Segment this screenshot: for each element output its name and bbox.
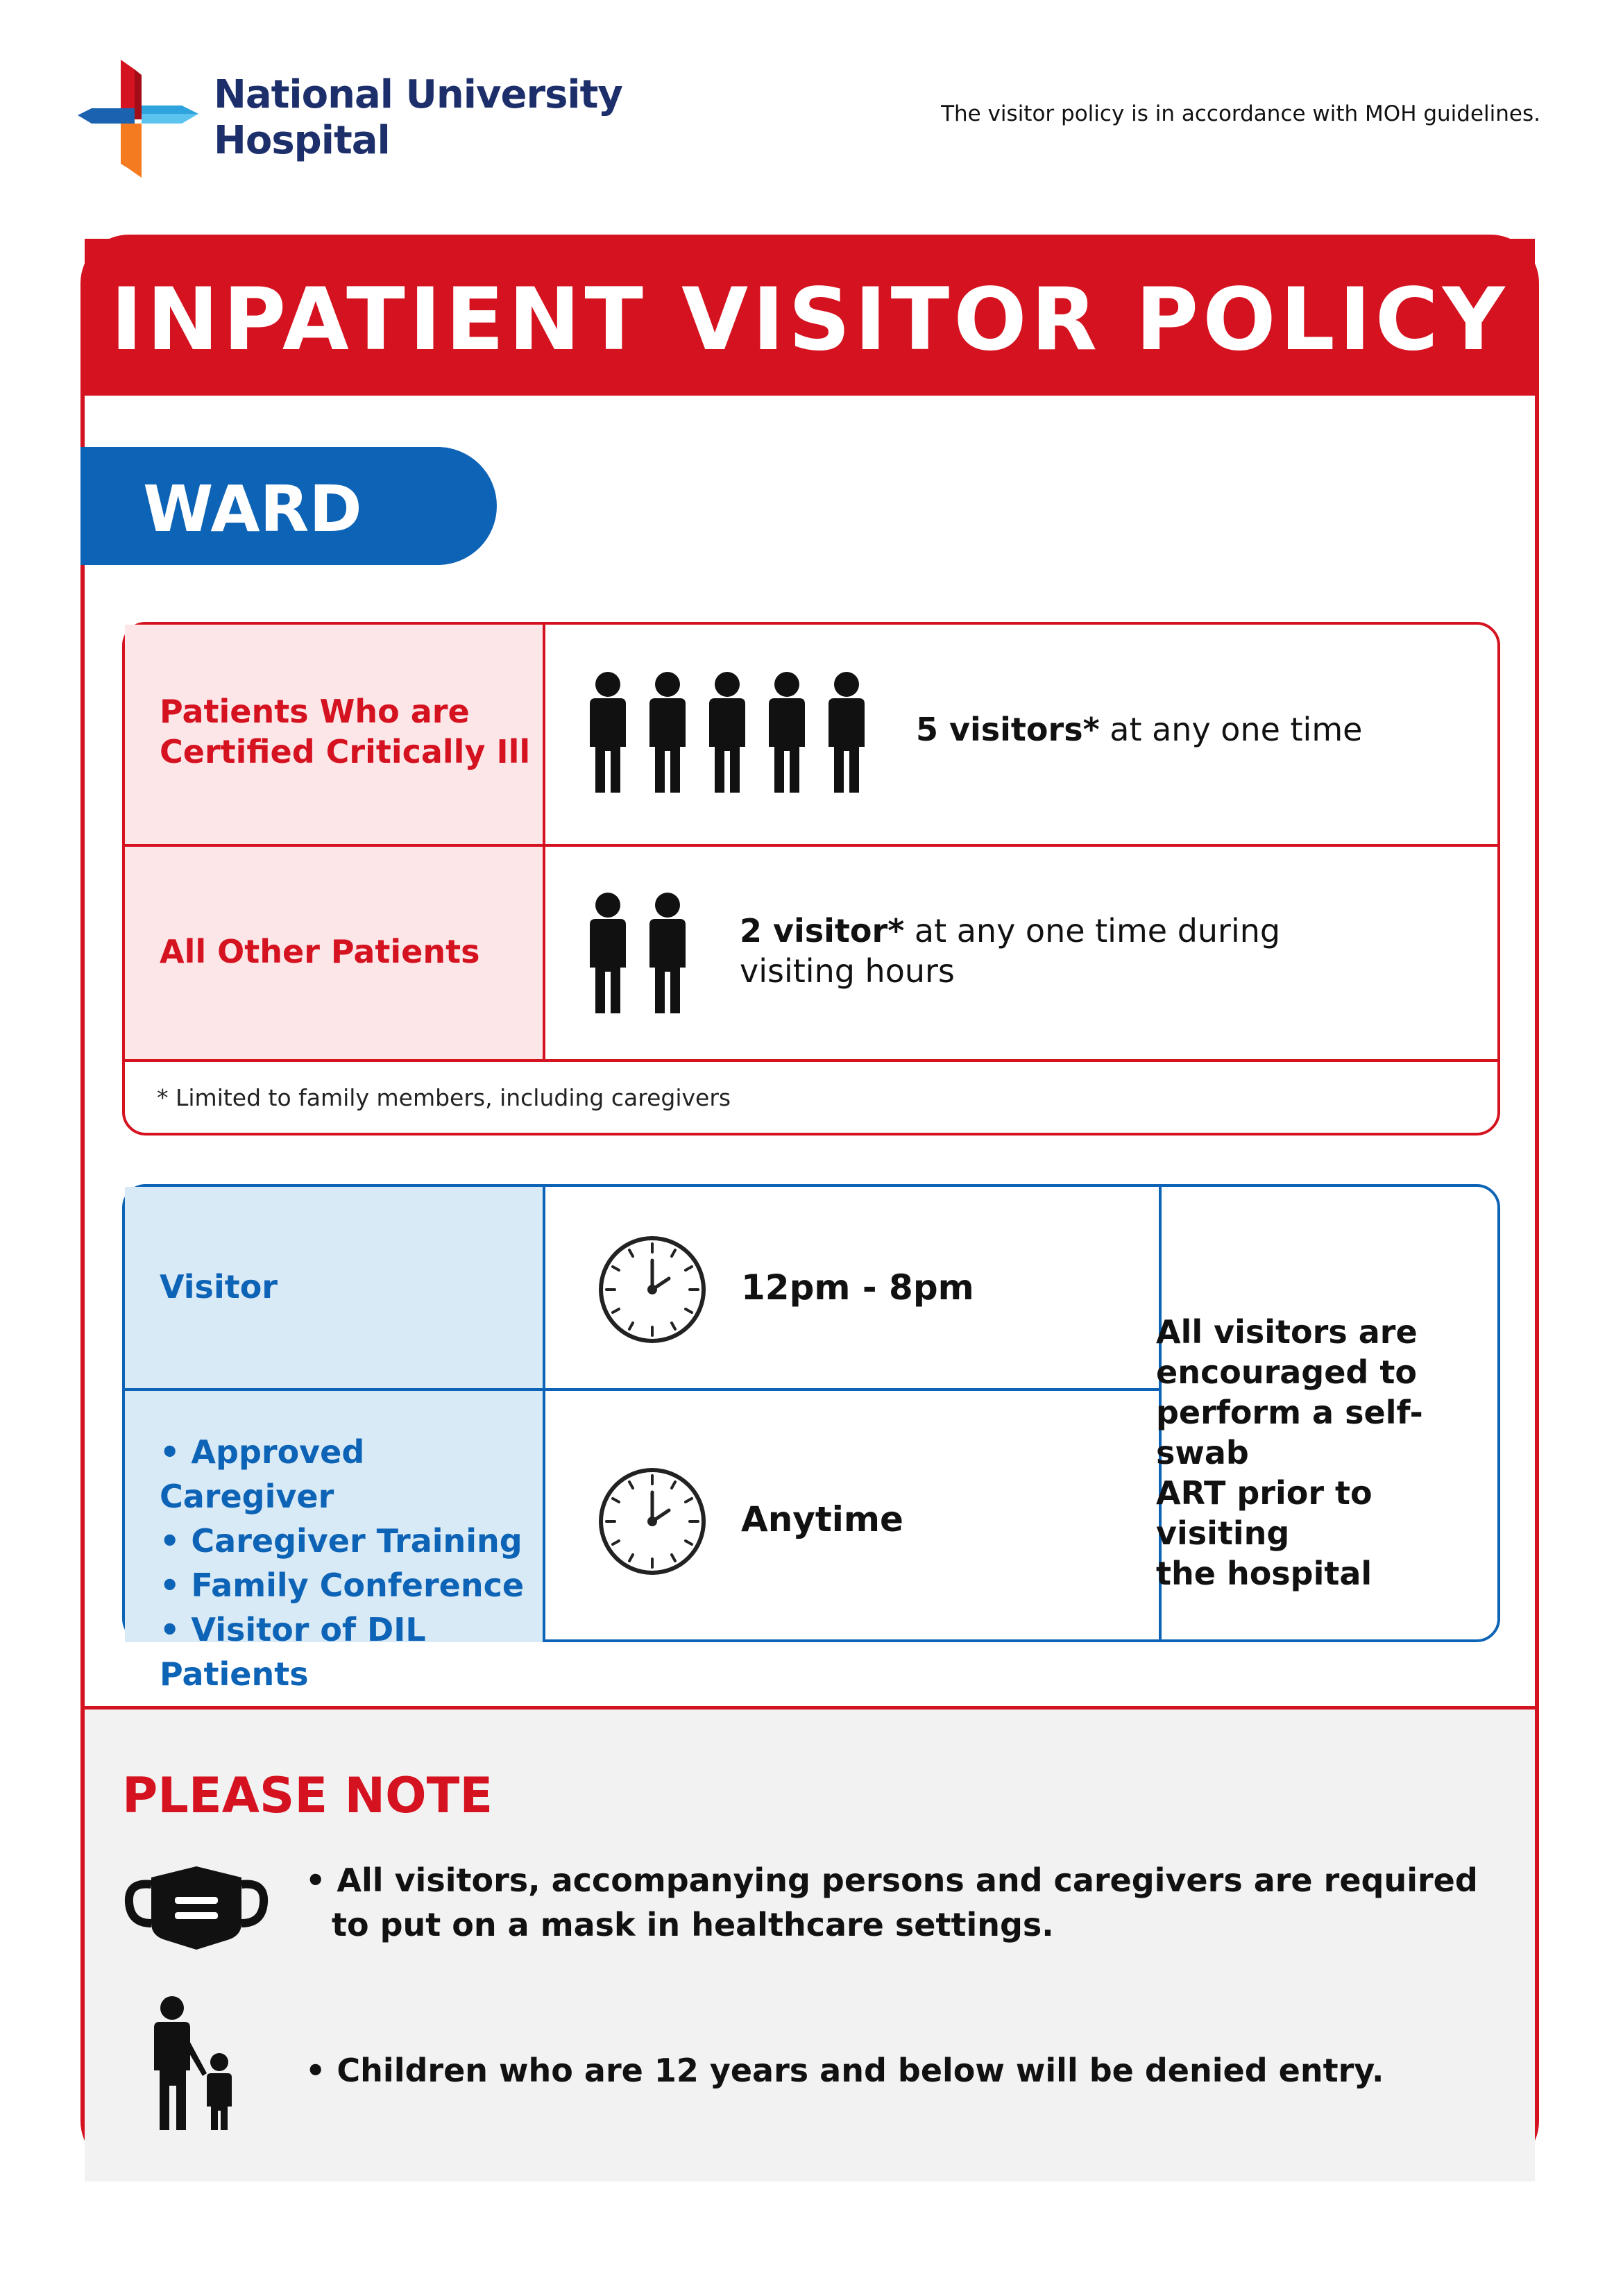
row-other-patients-label-cell <box>125 847 545 1062</box>
other-patients-capacity-line2: visiting hours <box>740 952 955 990</box>
caregiver-list <box>160 1430 543 1696</box>
other-patients-capacity-rest: at any one time during <box>904 912 1281 949</box>
clock-icon <box>597 1466 708 1580</box>
critically-ill-count: 5 visitors* <box>916 711 1100 748</box>
art-line: the hospital <box>1156 1555 1373 1592</box>
row-divider <box>125 1388 1162 1391</box>
person-icon <box>709 672 745 793</box>
ward-tag-label: WARD <box>143 472 362 546</box>
please-note-section <box>85 1706 1535 2181</box>
visitor-label-cell <box>125 1187 545 1391</box>
other-patients-label: All Other Patients <box>160 933 480 970</box>
caregiver-label-cell <box>125 1391 545 1693</box>
mask-icon <box>124 1854 269 1961</box>
mask-line1: All visitors, accompanying persons and caregivers are required <box>337 1862 1478 1899</box>
page-title: INPATIENT VISITOR POLICY <box>110 270 1509 370</box>
hospital-name <box>214 72 622 164</box>
nuh-cross-logo-icon <box>78 60 203 178</box>
list-item: • Caregiver Training <box>160 1522 522 1560</box>
art-line: encouraged to <box>1156 1353 1417 1391</box>
other-patients-capacity-text <box>740 911 1280 991</box>
list-item: • Approved Caregiver <box>160 1433 365 1515</box>
person-icon <box>649 893 686 1013</box>
person-icon <box>769 672 805 793</box>
visitor-label: Visitor <box>160 1268 278 1306</box>
hospital-name-line1: National University <box>214 72 622 117</box>
row-critically-ill-label-cell <box>125 625 545 844</box>
person-icon <box>829 672 865 793</box>
children-restriction: • Children who are 12 years and below will be denied entry. <box>305 2052 1384 2089</box>
critically-ill-capacity-text <box>916 709 1362 750</box>
person-icon <box>590 893 626 1013</box>
list-item: • Family Conference <box>160 1567 525 1604</box>
person-icon <box>649 672 686 793</box>
critically-ill-label-line1: Patients Who are <box>160 693 470 730</box>
children-line: Children who are 12 years and below will be denied entry. <box>337 2052 1384 2089</box>
mask-requirement: • All visitors, accompanying persons and caregivers are required to put on a mask in healthcare settings. <box>305 1858 1478 1947</box>
other-patients-count: 2 visitor* <box>740 912 905 949</box>
hospital-name-line2: Hospital <box>214 118 390 163</box>
adult-with-child-icon <box>144 1995 248 2137</box>
visitor-hours: 12pm - 8pm <box>741 1267 974 1308</box>
art-recommendation <box>1156 1312 1489 1594</box>
art-line: ART prior to visiting <box>1156 1474 1373 1552</box>
critically-ill-capacity-rest: at any one time <box>1099 711 1363 748</box>
mask-line2: to put on a mask in healthcare settings. <box>332 1906 1054 1943</box>
critically-ill-label <box>160 691 530 772</box>
clock-icon <box>597 1234 708 1348</box>
two-person-icons <box>583 891 708 1019</box>
critically-ill-label-line2: Certified Critically Ill <box>160 733 531 770</box>
please-note-title: PLEASE NOTE <box>122 1767 493 1824</box>
family-members-footnote: * Limited to family members, including caregivers <box>157 1084 731 1111</box>
five-person-icons <box>583 670 888 798</box>
row-divider <box>125 1059 1497 1062</box>
list-item: • Visitor of DIL Patients <box>160 1611 426 1693</box>
moh-guideline-note: The visitor policy is in accordance with MOH guidelines. <box>941 101 1540 126</box>
caregiver-hours: Anytime <box>741 1499 903 1539</box>
visiting-hours-table <box>122 1184 1500 1693</box>
person-icon <box>590 672 626 793</box>
art-line: perform a self-swab <box>1156 1394 1423 1471</box>
art-line: All visitors are <box>1156 1313 1418 1351</box>
policy-card <box>80 235 1539 2170</box>
visitor-capacity-table <box>122 622 1500 1136</box>
